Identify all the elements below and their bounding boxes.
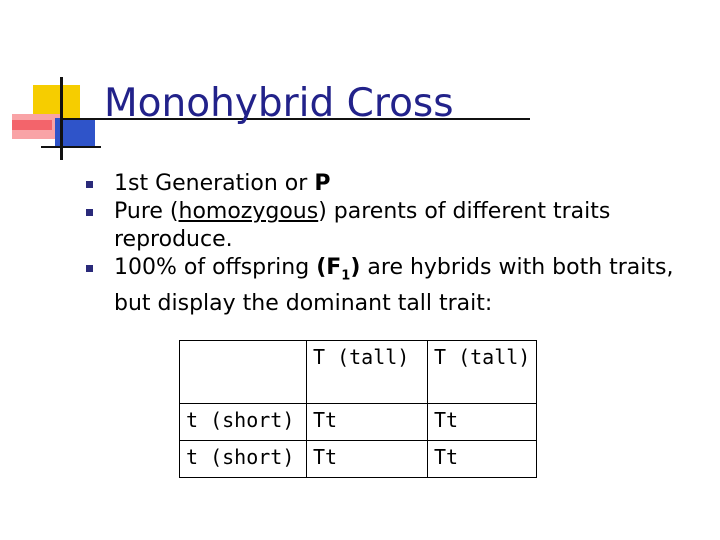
bullet-underlined-text: homozygous: [178, 199, 319, 224]
bullet-bold-text: P: [314, 171, 331, 196]
bullet-text: ) parents of different traits reproduce.: [114, 199, 611, 252]
bullet-item: [86, 254, 686, 318]
table-cell: t (short): [180, 404, 307, 441]
bullet-text: are hybrids with both traits, but display the dominant tall trait:: [114, 255, 674, 317]
bullet-bold-text: [316, 255, 361, 284]
table-cell: Tt: [428, 404, 537, 441]
logo-horizontal-line: [41, 146, 101, 148]
table-cell: Tt: [307, 404, 428, 441]
table-cell: T (tall): [307, 341, 428, 404]
f1-open: (F: [316, 255, 342, 280]
table-row: [180, 404, 537, 441]
bullet-marker: [86, 209, 93, 216]
table-header-row: [180, 341, 537, 404]
table-cell: Tt: [428, 441, 537, 478]
bullet-text: 1st Generation or: [114, 171, 315, 196]
f1-close: ): [350, 255, 361, 280]
bullet-text: 100% of offspring: [114, 255, 317, 280]
bullet-item: [86, 198, 686, 254]
bullet-marker: [86, 181, 93, 188]
table-cell: T (tall): [428, 341, 537, 404]
table-cell: [180, 341, 307, 404]
slide-title: Monohybrid Cross: [104, 81, 454, 126]
bullet-text: Pure (: [114, 199, 179, 224]
bullet-marker: [86, 265, 93, 272]
slide-logo: [0, 0, 110, 170]
logo-red-bar: [12, 120, 52, 130]
table-row: [180, 441, 537, 478]
bullet-item: [86, 170, 686, 198]
table-cell: Tt: [307, 441, 428, 478]
table-cell: t (short): [180, 441, 307, 478]
bullet-list: [86, 170, 686, 318]
f1-subscript: 1: [341, 268, 351, 284]
punnett-table: [179, 340, 537, 478]
